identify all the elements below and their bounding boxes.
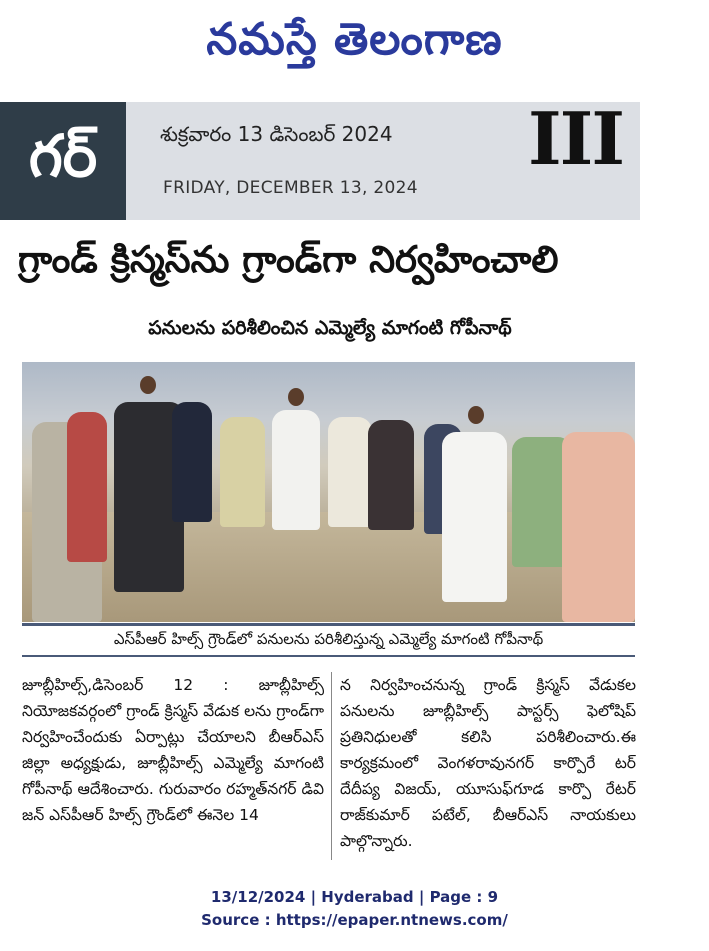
photo-person-head <box>140 376 156 394</box>
newspaper-masthead: నమస్తే తెలంగాణ <box>206 14 503 65</box>
article-body-right: న నిర్వహించనున్న గ్రాండ్ క్రిస్మస్ వేడుకల పనులను జూబ్లీహిల్స్ పాస్టర్స్ ఫెలోషిప్ ప్రతినిధులతో కలిసి పరిశీలించారు.ఈ కార్యక్రమంలో వెంగళరావునగర్ కార్పొరే టర్ దేదీప్య విజయ్, యూసుఫ్‌గూడ కార్పొ రేటర్ రాజ్‌కుమార్ పటేల్, బీఆర్‌ఎస్ నాయకులు పాల్గొన్నారు. <box>340 676 636 850</box>
section-mark: గర్ <box>0 102 126 220</box>
photo-person-head <box>468 406 484 424</box>
photo-person-head <box>288 388 304 406</box>
caption-rule-top <box>22 623 635 626</box>
date-english: FRIDAY, DECEMBER 13, 2024 <box>163 178 418 198</box>
article-photo <box>22 362 635 622</box>
article-subheadline: పనులను పరిశీలించిన ఎమ్మెల్యే మాగంటి గోపీనాథ్ <box>148 317 512 339</box>
page-number-roman: III <box>528 96 624 181</box>
photo-person <box>328 417 372 527</box>
photo-person <box>172 402 212 522</box>
article-body-left: జూబ్లీహిల్స్,డిసెంబర్ 12 : జూబ్లీహిల్స్ నియోజకవర్గంలో గ్రాండ్ క్రిస్మస్ వేడుక లను గ్రాండ్‌గా నిర్వహించేందుకు ఏర్పాట్లు చేయాలని బీఆర్‌ఎస్ జిల్లా అధ్యక్షుడు, జూబ్లీహిల్స్ ఎమ్మెల్యే మాగంటి గోపీనాథ్ ఆదేశించారు. గురువారం రహ్మత్‌నగర్ డివి జన్ ఎస్‌పీఆర్ హిల్స్ గ్రౌండ్‌లో ఈనెల 14 <box>22 676 324 824</box>
photo-person <box>220 417 265 527</box>
photo-person <box>67 412 107 562</box>
photo-person <box>368 420 414 530</box>
photo-caption: ఎస్‌పీఆర్ హిల్స్ గ్రౌండ్‌లో పనులను పరిశీలిస్తున్న ఎమ్మెల్యే మాగంటి గోపీనాథ్ <box>113 630 544 648</box>
column-divider <box>331 672 332 860</box>
footer-edition-info: 13/12/2024 | Hyderabad | Page : 9 <box>210 888 499 906</box>
caption-rule-bottom <box>22 655 635 657</box>
footer-source[interactable]: Source : https://epaper.ntnews.com/ <box>201 911 508 929</box>
article-headline: గ్రాండ్ క్రిస్మస్‌ను గ్రాండ్‌గా నిర్వహించాలి <box>18 238 559 281</box>
photo-person <box>442 432 507 602</box>
photo-person <box>562 432 635 622</box>
photo-person <box>272 410 320 530</box>
date-telugu: శుక్రవారం 13 డిసెంబర్ 2024 <box>160 122 393 146</box>
